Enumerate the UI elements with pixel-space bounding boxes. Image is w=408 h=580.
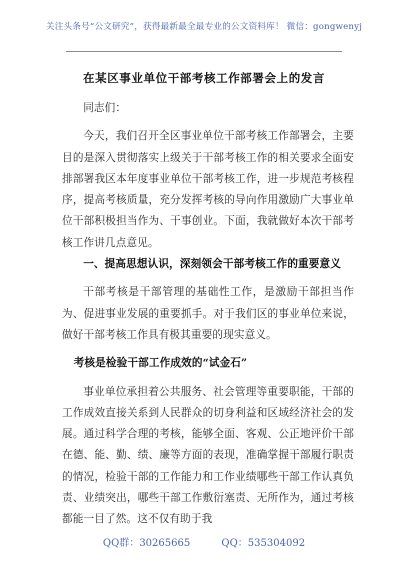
document-body	[62, 98, 354, 531]
section-heading-1: 一、提高思想认识，深刻领会干部考核工作的重要意义	[83, 258, 342, 271]
subsection-paragraph: 事业单位承担着公共服务、社会管理等重要职能，干部的工作成效直接关系到人民群众的切身利益和区域经济社会的发展。通过科学合理的考核，能够全面、客观、公正地评价干部在德、能、勤、绩、廉等方面的表现，准确掌握干部履行职责的情况，检验干部的工作能力和工作业绩哪些干部工作认真负责、业绩突出，哪些干部工作敷衍塞责、无所作为，通过考核都能一目了然。这不仅有助于我	[62, 385, 354, 526]
header-banner: 关注头条号“公文研究”，获得最新最全最专业的公文资料库！ 微信：gongwenyj	[45, 22, 363, 32]
footer-contact	[0, 534, 408, 549]
salutation: 同志们：	[83, 102, 127, 114]
subsection-heading: 考核是检验干部工作成效的“试金石”	[73, 357, 248, 370]
intro-paragraph: 今天，我们召开全区事业单位干部考核工作部署会，主要目的是深入贯彻落实上级关于干部考核工作的相关要求全面安排部署我区本年度事业单位干部考核工作，进一步规范考核程序，提高考核质量，充分发挥考核的导向作用激励广大事业单位干部积极担当作为、干事创业。下面，我就做好本次干部考核工作讲几点意见。	[62, 130, 354, 249]
section-1-paragraph: 干部考核是干部管理的基础性工作，是激励干部担当作为、促进事业发展的重要抓手。对于我们区的事业单位来说，做好干部考核工作具有极其重要的现实意义。	[62, 286, 354, 341]
header-divider	[66, 51, 342, 52]
footer-qq: QQ：535304092	[221, 538, 306, 549]
document-title: 在某区事业单位干部考核工作部署会上的发言	[83, 71, 325, 85]
footer-qq-group: QQ群：30265665	[102, 538, 191, 549]
